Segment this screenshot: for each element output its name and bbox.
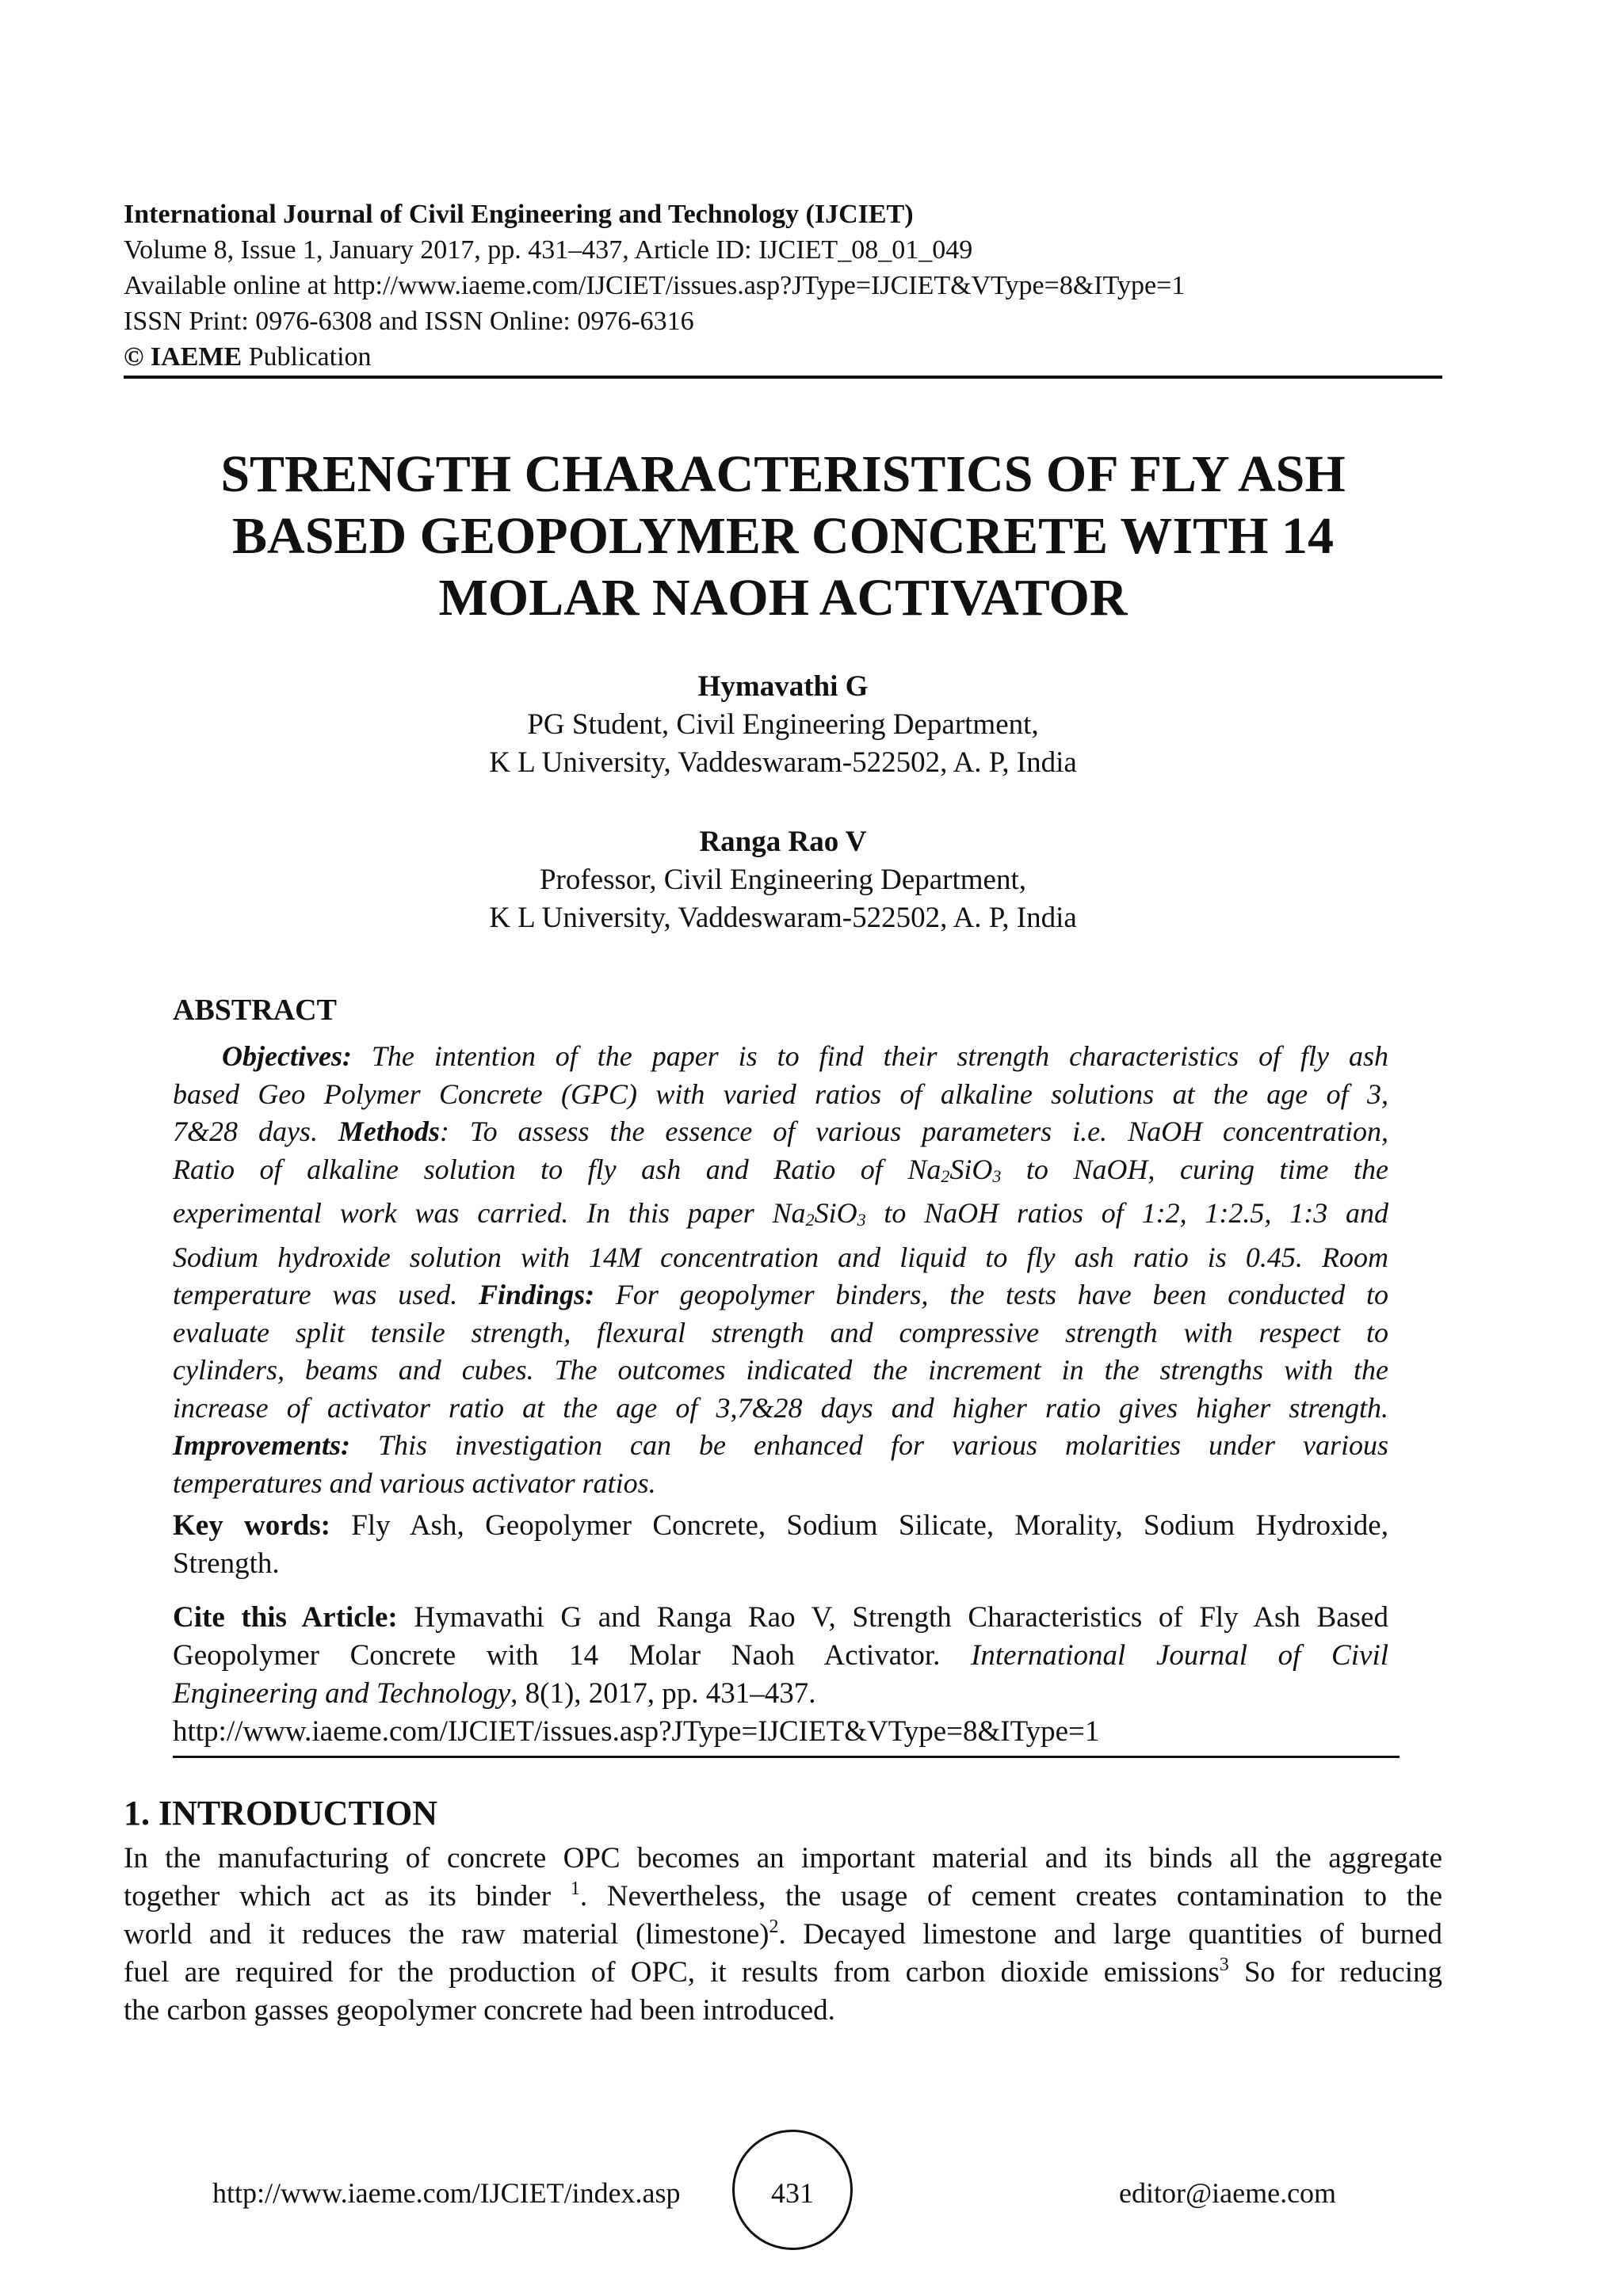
keywords-text: Fly Ash, Geopolymer Concrete, Sodium Silicate, Morality, Sodium Hydroxide, — [330, 1509, 1388, 1542]
improvements-label: Improvements: — [173, 1429, 350, 1461]
abstract-line — [173, 1151, 1388, 1196]
header-rule — [124, 376, 1442, 379]
author-block-1 — [124, 668, 1442, 782]
page-number: 431 — [771, 2177, 814, 2209]
citation-rule — [173, 1756, 1400, 1758]
keywords-line — [173, 1507, 1388, 1545]
abstract-text: to NaOH, curing time the — [1001, 1153, 1388, 1185]
author-name: Hymavathi G — [697, 670, 869, 703]
reference-marker: 2 — [769, 1917, 779, 1937]
abstract-text: SiO — [949, 1153, 993, 1185]
author-affiliation-line-2: K L University, Vaddeswaram-522502, A. P, India — [489, 902, 1077, 934]
citation-text: Hymavathi G and Ranga Rao V, Strength Characteristics of Fly Ash Based — [397, 1601, 1388, 1634]
abstract-text: temperature was used. — [173, 1279, 479, 1310]
citation-line — [173, 1599, 1388, 1637]
abstract-line: temperatures and various activator ratios. — [173, 1466, 656, 1499]
introduction-body — [124, 1840, 1442, 2030]
abstract-line: increase of activator ratio at the age of 3,7&28 days and higher ratio gives higher strength. — [173, 1391, 1388, 1424]
copyright-symbol: © — [124, 342, 144, 372]
journal-issn-line: ISSN Print: 0976-6308 and ISSN Online: 0976-6316 — [124, 307, 694, 336]
introduction-text: fuel are required for the production of OPC, it results from carbon dioxide emissions — [124, 1956, 1220, 1989]
citation-journal: International Journal of Civil — [971, 1639, 1388, 1672]
keywords-line: Strength. — [173, 1547, 280, 1580]
abstract-text: experimental work was carried. In this paper Na — [173, 1197, 806, 1229]
reference-marker: 3 — [1219, 1955, 1229, 1975]
citation-journal: Engineering and Technology — [173, 1677, 511, 1710]
author-affiliation-line-2: K L University, Vaddeswaram-522502, A. P, India — [489, 746, 1077, 779]
journal-volume-line: Volume 8, Issue 1, January 2017, pp. 431–437, Article ID: IJCIET_08_01_049 — [124, 235, 973, 265]
abstract-line — [173, 1427, 1388, 1465]
title-line-2: BASED GEOPOLYMER CONCRETE WITH 14 — [232, 507, 1334, 565]
keywords-block — [173, 1507, 1388, 1583]
subscript: 3 — [992, 1165, 1002, 1186]
citation-line — [173, 1637, 1388, 1675]
keywords-label: Key words: — [173, 1509, 330, 1542]
citation-text: , 8(1), 2017, pp. 431–437. — [510, 1677, 816, 1710]
introduction-line: the carbon gasses geopolymer concrete had been introduced. — [124, 1994, 835, 2027]
title-line-1: STRENGTH CHARACTERISTICS OF FLY ASH — [220, 445, 1346, 503]
abstract-text: Ratio of alkaline solution to fly ash and Ratio of Na — [173, 1153, 941, 1185]
publisher-suffix: Publication — [242, 342, 372, 372]
footer-url[interactable]: http://www.iaeme.com/IJCIET/index.asp — [212, 2177, 681, 2209]
paper-title — [124, 444, 1442, 629]
abstract-text: The intention of the paper is to find their strength characteristics of fly ash — [351, 1040, 1388, 1072]
author-name: Ranga Rao V — [699, 826, 867, 858]
journal-publisher-line — [124, 339, 1442, 375]
introduction-line — [124, 1878, 1442, 1916]
abstract-text: : To assess the essence of various parameters i.e. NaOH concentration, — [439, 1116, 1388, 1147]
abstract-heading: ABSTRACT — [173, 994, 337, 1027]
abstract-text: SiO — [814, 1197, 857, 1229]
journal-available-line: Available online at http://www.iaeme.com/IJCIET/issues.asp?JType=IJCIET&VType=8&IType=1 — [124, 271, 1186, 300]
abstract-text: to NaOH ratios of 1:2, 1:2.5, 1:3 and — [865, 1197, 1388, 1229]
title-line-3: MOLAR NAOH ACTIVATOR — [438, 569, 1128, 627]
citation-url[interactable]: http://www.iaeme.com/IJCIET/issues.asp?JType=IJCIET&VType=8&IType=1 — [173, 1715, 1100, 1748]
author-block-2 — [124, 823, 1442, 937]
abstract-line — [173, 1195, 1388, 1239]
introduction-line: In the manufacturing of concrete OPC becomes an important material and its binds all the aggregate — [124, 1842, 1442, 1875]
abstract-text: This investigation can be enhanced for various molarities under various — [349, 1429, 1388, 1461]
objectives-label: Objectives: — [222, 1040, 352, 1072]
citation-text: Geopolymer Concrete with 14 Molar Naoh Activator. — [173, 1639, 972, 1672]
citation-line — [173, 1675, 1388, 1713]
introduction-text: . Nevertheless, the usage of cement creates contamination to the — [579, 1880, 1442, 1913]
introduction-line — [124, 1954, 1442, 1992]
introduction-text: . Decayed limestone and large quantities of burned — [778, 1918, 1443, 1951]
introduction-text: together which act as its binder — [124, 1880, 571, 1913]
methods-label: Methods — [338, 1116, 440, 1147]
footer-email[interactable]: editor@iaeme.com — [1119, 2177, 1337, 2209]
introduction-text: world and it reduces the raw material (limestone) — [124, 1918, 769, 1951]
abstract-line — [173, 1113, 1388, 1151]
citation-block — [173, 1599, 1388, 1751]
abstract-text: 7&28 days. — [173, 1116, 338, 1147]
abstract-body — [173, 1038, 1388, 1502]
abstract-line — [173, 1276, 1388, 1314]
introduction-heading: 1. INTRODUCTION — [124, 1794, 438, 1833]
journal-name: International Journal of Civil Engineering and Technology (IJCIET) — [124, 200, 914, 229]
abstract-line: Sodium hydroxide solution with 14M concentration and liquid to fly ash ratio is 0.45. Room — [173, 1241, 1388, 1273]
author-affiliation-line-1: PG Student, Civil Engineering Department, — [527, 708, 1039, 741]
citation-label: Cite this Article: — [173, 1601, 398, 1634]
reference-marker: 1 — [570, 1878, 580, 1899]
subscript: 2 — [805, 1210, 815, 1230]
abstract-line: based Geo Polymer Concrete (GPC) with varied ratios of alkaline solutions at the age of 3, — [173, 1077, 1388, 1110]
subscript: 3 — [857, 1210, 866, 1230]
journal-header — [124, 196, 1442, 375]
abstract-line — [173, 1038, 1388, 1076]
abstract-text: For geopolymer binders, the tests have been conducted to — [594, 1279, 1388, 1310]
publisher-name: IAEME — [150, 342, 242, 372]
subscript: 2 — [941, 1165, 950, 1186]
findings-label: Findings: — [479, 1279, 595, 1310]
abstract-line: evaluate split tensile strength, flexural strength and compressive strength with respect to — [173, 1316, 1388, 1348]
introduction-line — [124, 1916, 1442, 1954]
introduction-text: So for reducing — [1228, 1956, 1443, 1989]
abstract-line: cylinders, beams and cubes. The outcomes indicated the increment in the strengths with the — [173, 1354, 1388, 1386]
author-affiliation-line-1: Professor, Civil Engineering Department, — [539, 864, 1027, 896]
